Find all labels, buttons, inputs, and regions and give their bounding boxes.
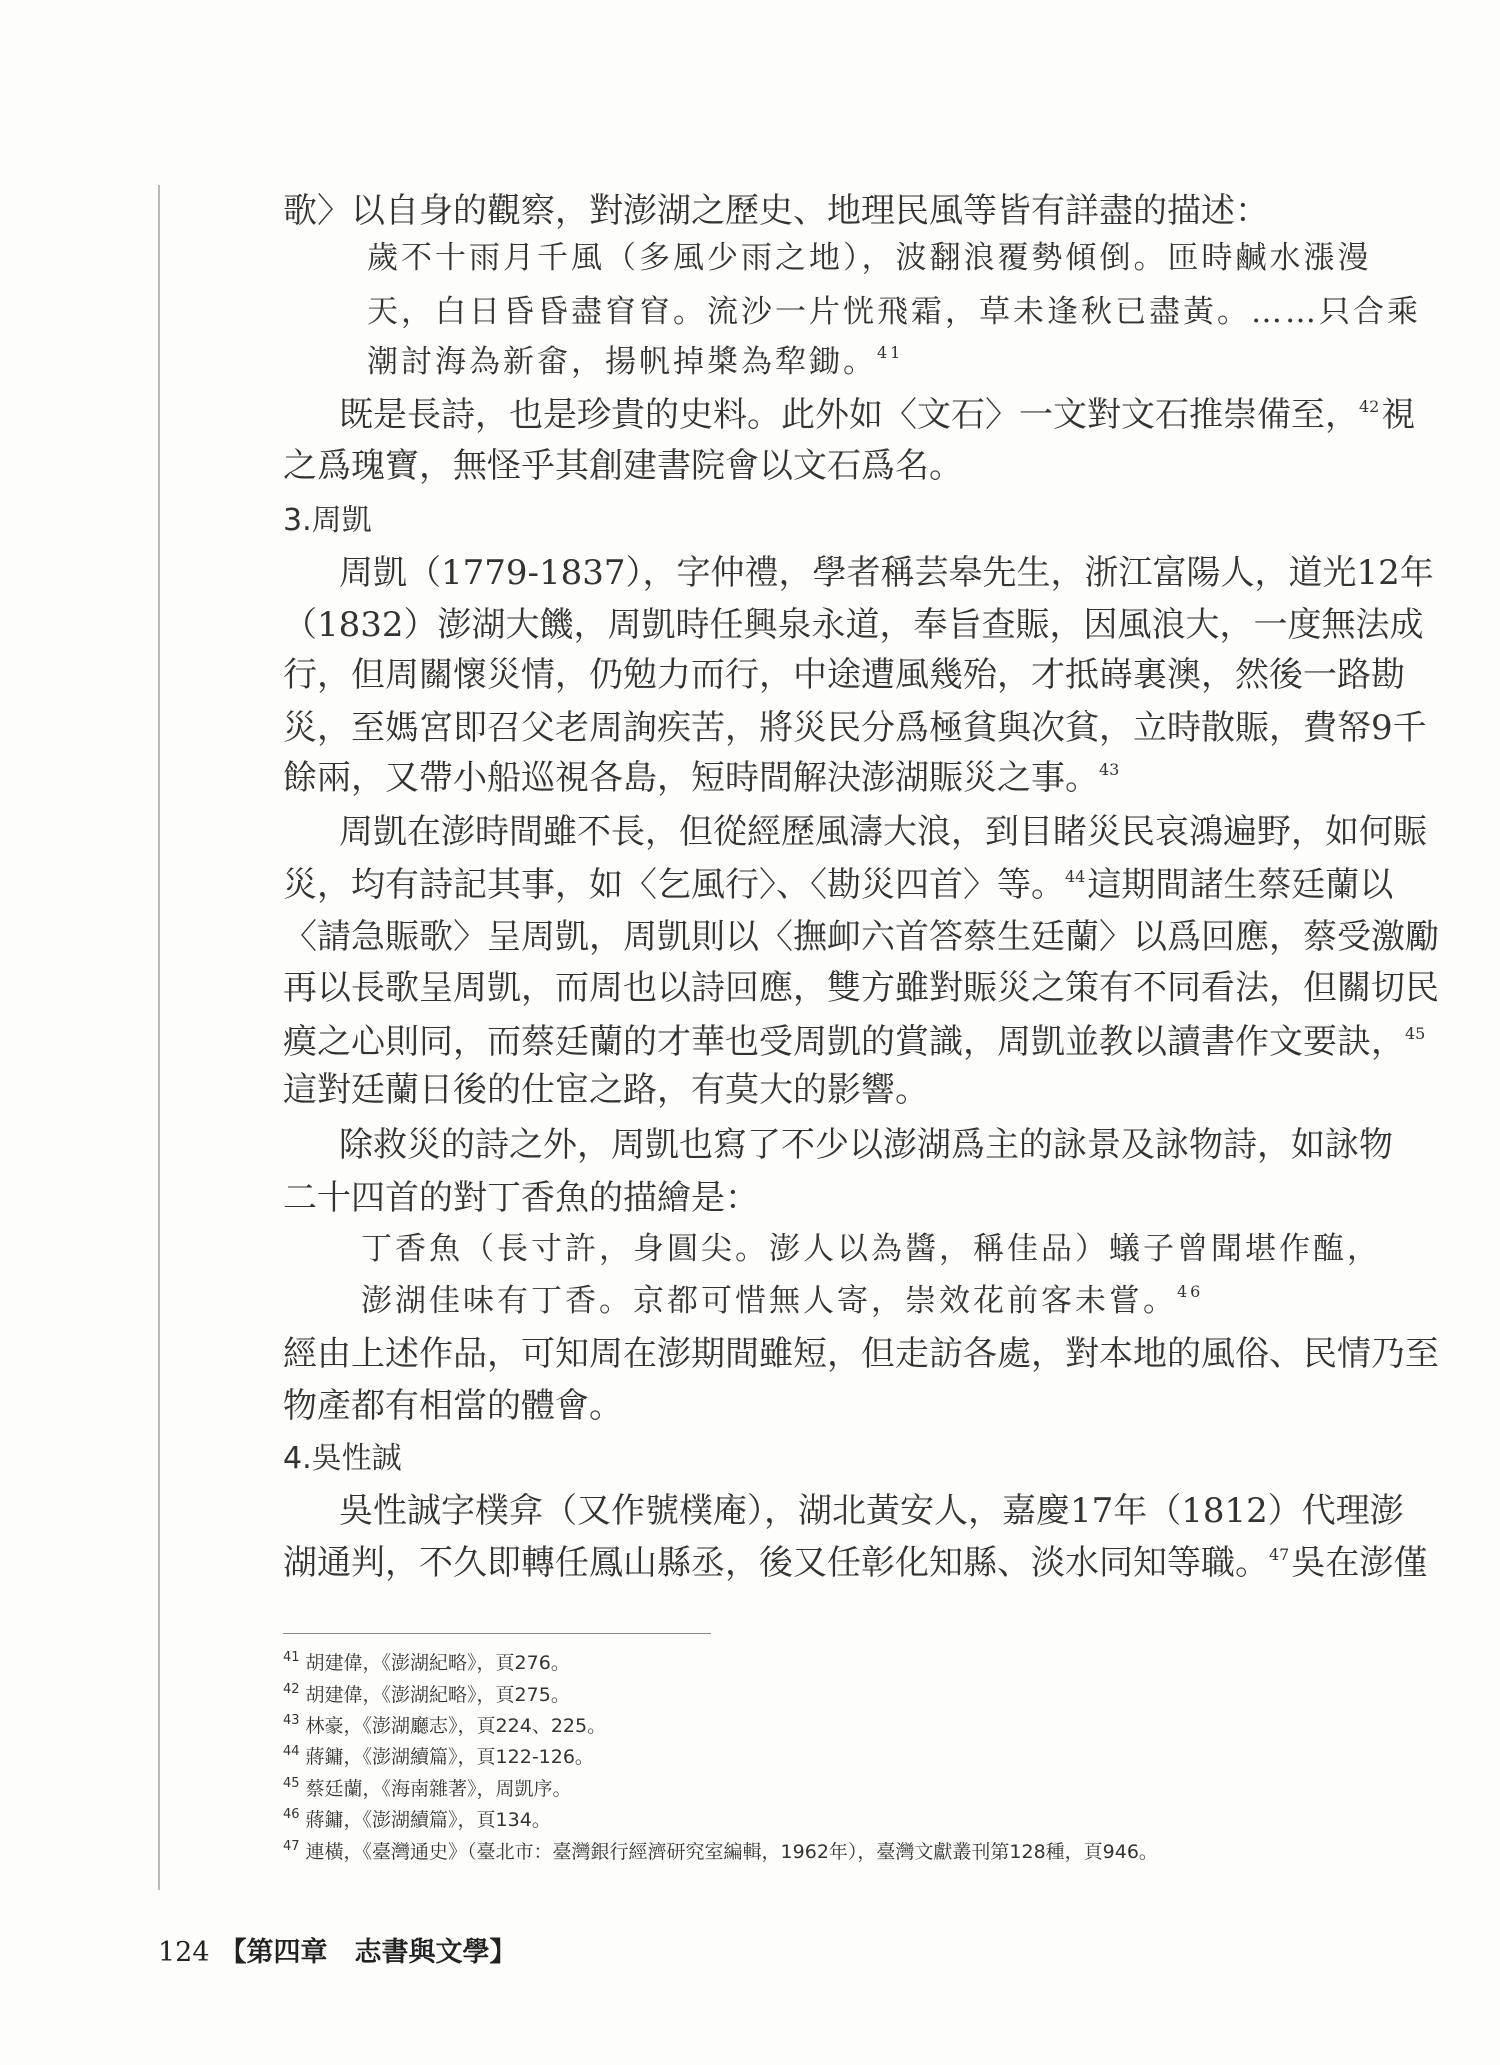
footnote-text: 蔣鏞，《澎湖續篇》，頁122-126。 — [305, 1746, 594, 1768]
footnote — [283, 1714, 606, 1738]
footnote-number: 41 — [283, 1650, 300, 1665]
body-line: 之爲瑰寶，無怪乎其創建書院會以文石爲名。 — [283, 446, 963, 486]
footnote-text: 蔡廷蘭，《海南雜著》，周凱序。 — [305, 1778, 572, 1800]
body-line: 行，但周關懷災情，仍勉力而行，中途遭風幾殆，才抵嵵裏澳，然後一路勘 — [283, 655, 1405, 695]
body-line: 經由上述作品，可知周在澎期間雖短，但走訪各處，對本地的風俗、民情乃至 — [283, 1334, 1439, 1374]
footnote-ref: 41 — [877, 343, 904, 362]
body-line: 這對廷蘭日後的仕宦之路，有莫大的影響。 — [283, 1070, 929, 1110]
section-heading: 3.周凱 — [283, 503, 372, 538]
footnote — [283, 1777, 572, 1801]
body-line: 吳性誠字樸弇（又作號樸庵），湖北黃安人，嘉慶17年（1812）代理澎 — [339, 1491, 1404, 1531]
body-line: 再以長歌呈周凱，而周也以詩回應，雙方雖對賑災之策有不同看法，但關切民 — [283, 968, 1439, 1008]
quote-line: 潮討海為新畲，揚帆掉槳為犂鋤。$^{41}$ — [367, 343, 904, 380]
footnote-ref: 44 — [1065, 867, 1086, 886]
footnote-ref: 45 — [1405, 1024, 1426, 1043]
footnote-ref: 43 — [1099, 760, 1120, 779]
footnote-number: 45 — [283, 1776, 300, 1791]
footnote-ref: 47 — [1269, 1545, 1290, 1564]
quote-line: 歲不十雨月千風（多風少雨之地），波翻浪覆勢傾倒。匝時鹹水漲漫 — [367, 240, 1372, 276]
quote-line: 天，白日昏昏盡窅窅。流沙一片恍飛霜，草未逢秋已盡黃。……只合乘 — [367, 294, 1421, 330]
footnote — [283, 1808, 551, 1832]
footnote-number: 43 — [283, 1713, 300, 1728]
body-line: 瘼之心則同，而蔡廷蘭的才華也受周凱的賞識，周凱並教以讀書作文要訣，$^{45}$ — [283, 1022, 1426, 1062]
quote-line: 丁香魚（長寸許，身圓尖。澎人以為醬，稱佳品）蟻子曾聞堪作醢， — [361, 1231, 1381, 1267]
footnote-ref: 46 — [1177, 1282, 1204, 1301]
body-line: 周凱（1779-1837），字仲禮，學者稱芸皋先生，浙江富陽人，道光12年 — [339, 553, 1434, 593]
body-line: 歌〉以自身的觀察，對澎湖之歷史、地理民風等皆有詳盡的描述： — [283, 191, 1269, 231]
body-line: 湖通判，不久即轉任鳳山縣丞，後又任彰化知縣、淡水同知等職。$^{47}$吳在澎僅 — [283, 1543, 1428, 1583]
footnote-ref: 42 — [1359, 397, 1380, 416]
body-line: 〈請急賑歌〉呈周凱，周凱則以〈撫卹六首答蔡生廷蘭〉以爲回應，蔡受激勵 — [283, 917, 1439, 957]
body-line: （1832）澎湖大饑，周凱時任興泉永道，奉旨查賑，因風浪大，一度無法成 — [283, 605, 1424, 645]
body-line: 既是長詩，也是珍貴的史料。此外如〈文石〉一文對文石推崇備至，$^{42}$視 — [339, 395, 1416, 435]
footnote-number: 42 — [283, 1682, 300, 1697]
chapter-title: 【第四章 志書與文學】 — [219, 1937, 517, 1968]
body-line: 災，均有詩記其事，如〈乞風行〉、〈勘災四首〉等。$^{44}$這期間諸生蔡廷蘭以 — [283, 865, 1394, 905]
footnote-number: 44 — [283, 1744, 300, 1759]
body-line: 餘兩，又帶小船巡視各島，短時間解決澎湖賑災之事。$^{43}$ — [283, 758, 1120, 798]
footnote-number: 46 — [283, 1807, 300, 1822]
body-line: 除救災的詩之外，周凱也寫了不少以澎湖爲主的詠景及詠物詩，如詠物 — [339, 1125, 1393, 1165]
margin-rule — [158, 185, 160, 1890]
footnote — [283, 1683, 570, 1707]
body-line: 物產都有相當的體會。 — [283, 1386, 623, 1426]
footnote-text: 胡建偉，《澎湖紀略》，頁275。 — [305, 1684, 570, 1706]
body-line: 災，至媽宮即召父老周詢疾苦，將災民分爲極貧與次貧，立時散賑，費帑9千 — [283, 708, 1427, 748]
page-number: 124 — [158, 1937, 210, 1968]
footnote-text: 蔣鏞，《澎湖續篇》，頁134。 — [305, 1809, 551, 1831]
footnote-text: 林豪，《澎湖廳志》，頁224、225。 — [305, 1715, 607, 1737]
body-line: 周凱在澎時間雖不長，但從經歷風濤大浪，到目睹災民哀鴻遍野，如何賑 — [339, 812, 1427, 852]
footnote — [283, 1840, 1158, 1864]
body-line: 二十四首的對丁香魚的描繪是： — [283, 1178, 759, 1218]
footnote — [283, 1745, 594, 1769]
footnote-rule — [283, 1633, 711, 1634]
quote-line: 澎湖佳味有丁香。京都可惜無人寄，崇效花前客未嘗。$^{46}$ — [361, 1282, 1204, 1319]
footnote — [283, 1651, 570, 1675]
footnote-text: 胡建偉，《澎湖紀略》，頁276。 — [305, 1652, 570, 1674]
page-footer — [158, 1930, 517, 1969]
section-heading: 4.吳性誠 — [283, 1441, 402, 1476]
footnote-text: 連橫，《臺灣通史》（臺北市：臺灣銀行經濟研究室編輯，1962年），臺灣文獻叢刊第128種，頁946。 — [305, 1841, 1158, 1863]
footnote-number: 47 — [283, 1839, 300, 1854]
